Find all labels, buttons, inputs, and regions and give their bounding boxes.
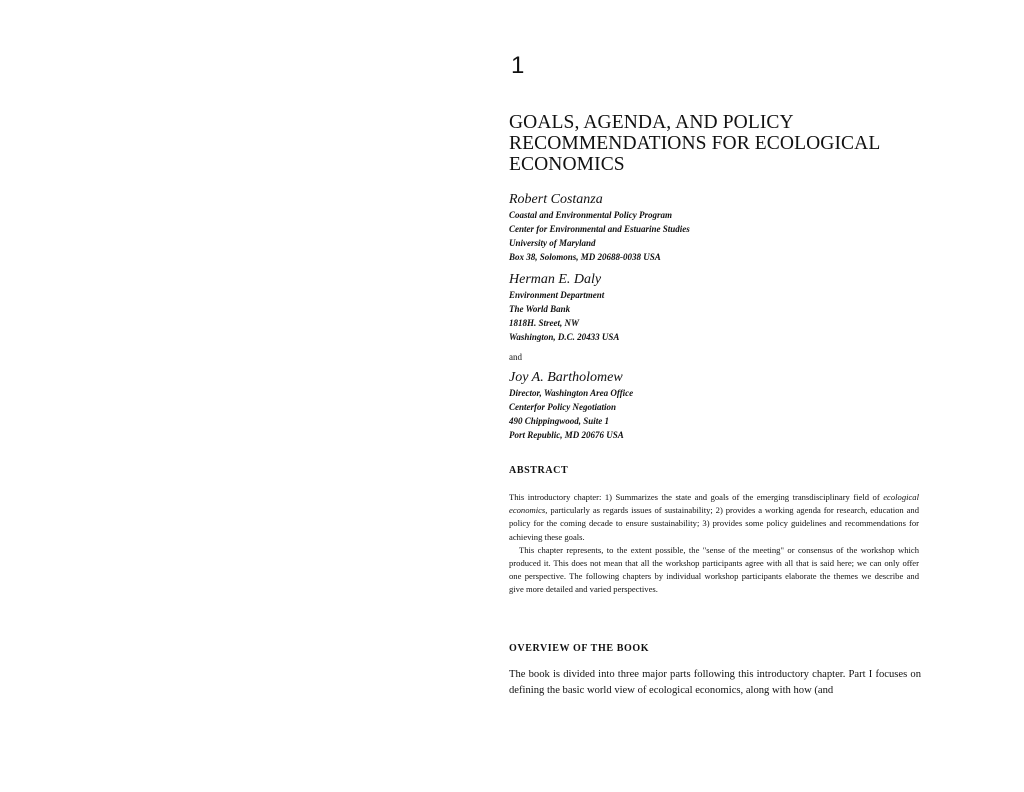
affiliation-line: Director, Washington Area Office (509, 388, 634, 398)
abstract-emphasis: ecological economics (509, 492, 919, 516)
affiliation-line: University of Maryland (509, 238, 596, 248)
author-name: Joy A. Bartholomew (509, 370, 623, 385)
affiliation-line: Center for Environmental and Estuarine Studies (509, 224, 690, 234)
author-block (509, 192, 919, 264)
affiliation-line: The World Bank (509, 304, 571, 314)
affiliation-line: Environment Department (509, 290, 605, 300)
chapter-title (509, 112, 929, 175)
abstract-text: , particularly as regards issues of sustainability; 2) provides a working agenda for research, education and policy for the coming decade to ensure sustainability; 3) provides some policy guidelines and recommendations for achieving these goals. (509, 505, 919, 542)
affiliation-line: Washington, D.C. 20433 USA (509, 332, 620, 342)
author-name: Herman E. Daly (509, 272, 602, 287)
affiliation-line: Coastal and Environmental Policy Program (509, 210, 673, 220)
chapter-number: 1 (511, 52, 525, 79)
affiliation-line: Box 38, Solomons, MD 20688-0038 USA (509, 252, 661, 262)
and-conjunction: and (509, 352, 522, 362)
abstract-heading: ABSTRACT (509, 465, 569, 476)
chapter-title-line: RECOMMENDATIONS FOR ECOLOGICAL (509, 133, 881, 154)
overview-paragraph: The book is divided into three major parts following this introductory chapter. Part I focuses on defining the basic world view of ecological economics, along with how (and (509, 669, 921, 696)
author-list (509, 192, 919, 450)
author-block (509, 370, 919, 442)
overview-heading: OVERVIEW OF THE BOOK (509, 643, 650, 654)
abstract-text: This introductory chapter: 1) Summarizes the state and goals of the emerging transdisciplinary field of (509, 492, 884, 502)
affiliation-line: 490 Chippingwood, Suite 1 (509, 416, 610, 426)
chapter-title-line: ECONOMICS (509, 154, 625, 175)
affiliation-line: Port Republic, MD 20676 USA (509, 430, 624, 440)
abstract-paragraph (509, 491, 919, 544)
abstract-paragraph: This chapter represents, to the extent possible, the "sense of the meeting" or consensus of the workshop which produced it. This does not mean that all the workshop participants agree with all that is said here; we can only offer one perspective. The following chapters by individual workshop participants elaborate the themes we describe and give more detailed and varied perspectives. (509, 544, 919, 595)
chapter-title-line: GOALS, AGENDA, AND POLICY (509, 112, 794, 133)
affiliation-line: Centerfor Policy Negotiation (509, 402, 616, 412)
author-name: Robert Costanza (509, 192, 603, 207)
affiliation-line: 1818H. Street, NW (509, 318, 580, 328)
abstract-body (509, 491, 919, 597)
book-page (509, 0, 919, 792)
author-block (509, 272, 919, 344)
